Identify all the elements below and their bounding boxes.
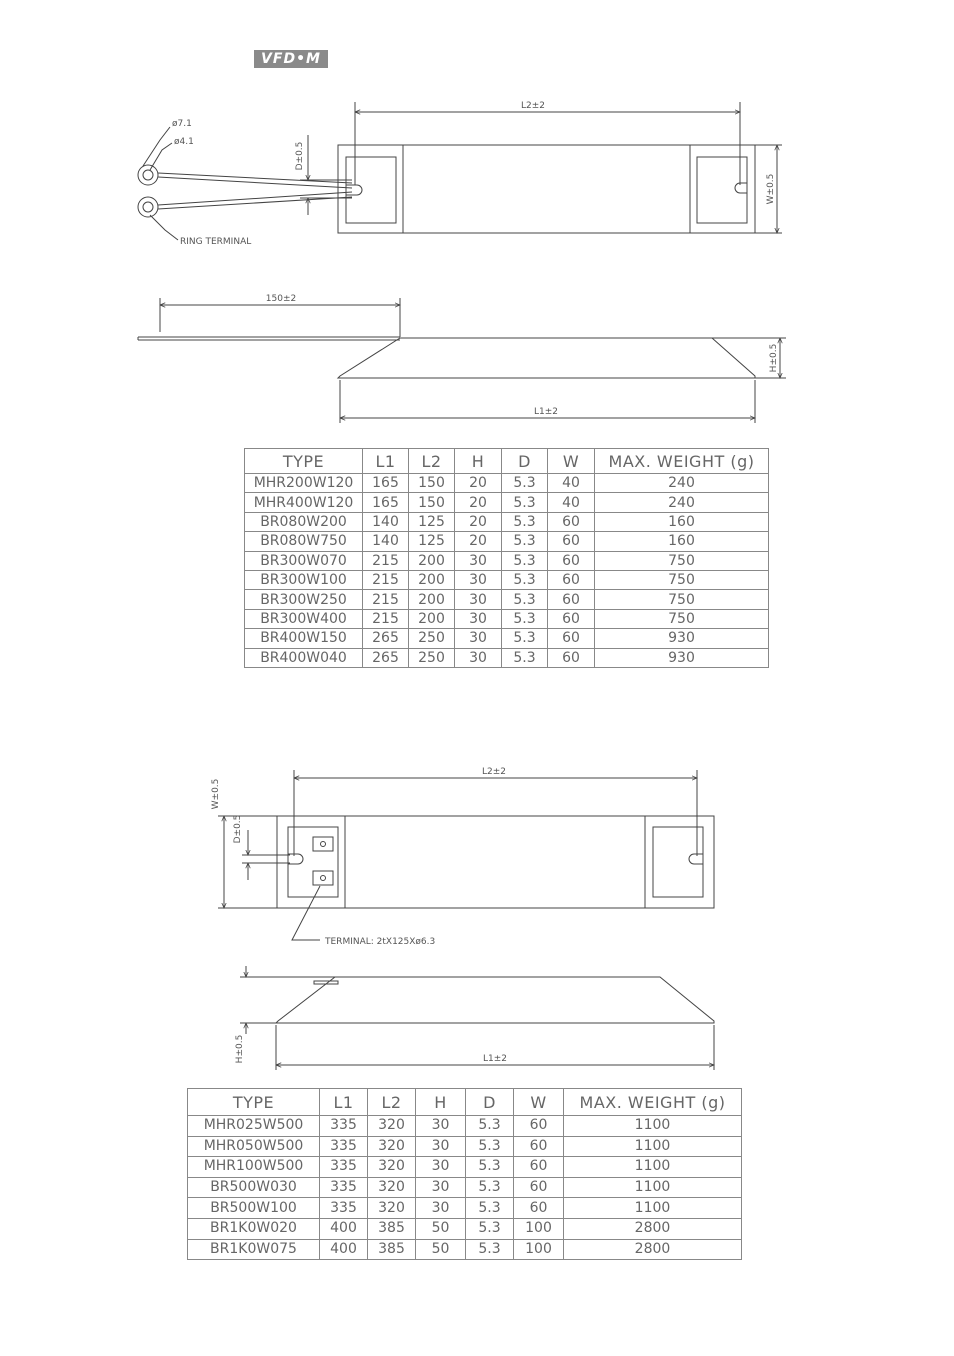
table-row — [245, 551, 769, 570]
table-row — [245, 629, 769, 648]
value-cell: 215 — [363, 570, 409, 589]
type-cell: BR400W040 — [245, 648, 363, 667]
type-cell: BR1K0W020 — [188, 1218, 320, 1239]
value-cell: 5.3 — [466, 1177, 514, 1198]
value-cell: 30 — [416, 1116, 466, 1137]
type-cell: MHR200W120 — [245, 474, 363, 493]
value-cell: 2800 — [564, 1239, 742, 1260]
h-label: H±0.5 — [769, 343, 779, 373]
d-label: D±0.5 — [233, 814, 243, 844]
value-cell: 5.3 — [502, 474, 548, 493]
l2-label: L2±2 — [520, 101, 546, 111]
value-cell: 60 — [548, 648, 595, 667]
resistor-side-profile — [276, 977, 714, 1023]
table-row — [188, 1157, 742, 1178]
type-cell: BR300W400 — [245, 609, 363, 628]
col-w: W — [548, 449, 595, 474]
value-cell: 385 — [368, 1218, 416, 1239]
value-cell: 60 — [514, 1157, 564, 1178]
ring-inner-diameter-label: ø4.1 — [174, 137, 194, 147]
col-l2: L2 — [368, 1089, 416, 1116]
value-cell: 320 — [368, 1177, 416, 1198]
type-cell: BR1K0W075 — [188, 1239, 320, 1260]
value-cell: 30 — [416, 1136, 466, 1157]
table-row — [188, 1177, 742, 1198]
drawing1-top-view — [138, 102, 782, 240]
value-cell: 160 — [595, 532, 769, 551]
value-cell: 60 — [514, 1177, 564, 1198]
value-cell: 60 — [548, 532, 595, 551]
value-cell: 60 — [514, 1116, 564, 1137]
spec-table-2 — [187, 1088, 742, 1260]
value-cell: 125 — [409, 532, 455, 551]
type-cell: BR080W200 — [245, 512, 363, 531]
value-cell: 930 — [595, 648, 769, 667]
col-d: D — [502, 449, 548, 474]
type-cell: BR300W250 — [245, 590, 363, 609]
value-cell: 5.3 — [466, 1157, 514, 1178]
value-cell: 320 — [368, 1136, 416, 1157]
drawing2-top-labels — [211, 767, 506, 947]
value-cell: 5.3 — [502, 609, 548, 628]
value-cell: 160 — [595, 512, 769, 531]
value-cell: 20 — [455, 474, 502, 493]
col-type: TYPE — [245, 449, 363, 474]
value-cell: 20 — [455, 493, 502, 512]
table-row — [188, 1116, 742, 1137]
type-cell: BR300W100 — [245, 570, 363, 589]
value-cell: 1100 — [564, 1198, 742, 1219]
table-row — [245, 493, 769, 512]
spec-table-1-body — [245, 474, 769, 668]
value-cell: 200 — [409, 570, 455, 589]
value-cell: 335 — [320, 1136, 368, 1157]
value-cell: 30 — [455, 590, 502, 609]
type-cell: BR300W070 — [245, 551, 363, 570]
value-cell: 150 — [409, 474, 455, 493]
value-cell: 100 — [514, 1218, 564, 1239]
value-cell: 750 — [595, 570, 769, 589]
value-cell: 50 — [416, 1218, 466, 1239]
value-cell: 60 — [514, 1136, 564, 1157]
table-row — [188, 1239, 742, 1260]
table-row — [245, 474, 769, 493]
spec-table-1-header — [245, 449, 769, 474]
value-cell: 20 — [455, 512, 502, 531]
type-cell: MHR025W500 — [188, 1116, 320, 1137]
w-label: W±0.5 — [766, 173, 776, 205]
value-cell: 100 — [514, 1239, 564, 1260]
value-cell: 215 — [363, 609, 409, 628]
type-cell: BR400W150 — [245, 629, 363, 648]
terminal-tab-icon — [313, 837, 333, 851]
value-cell: 140 — [363, 532, 409, 551]
value-cell: 215 — [363, 590, 409, 609]
value-cell: 335 — [320, 1116, 368, 1137]
value-cell: 5.3 — [502, 590, 548, 609]
value-cell: 320 — [368, 1116, 416, 1137]
value-cell: 40 — [548, 493, 595, 512]
value-cell: 240 — [595, 493, 769, 512]
value-cell: 250 — [409, 648, 455, 667]
value-cell: 200 — [409, 609, 455, 628]
value-cell: 2800 — [564, 1218, 742, 1239]
value-cell: 30 — [455, 570, 502, 589]
l1-label: L1±2 — [533, 407, 559, 417]
d-label: D±0.5 — [295, 141, 305, 171]
ring-outer-diameter-label: ø7.1 — [172, 119, 192, 129]
value-cell: 750 — [595, 551, 769, 570]
value-cell: 1100 — [564, 1157, 742, 1178]
table-row — [245, 590, 769, 609]
drawing1-top-labels — [172, 101, 776, 247]
ring-terminal-icon — [138, 165, 158, 185]
type-cell: BR500W100 — [188, 1198, 320, 1219]
value-cell: 165 — [363, 474, 409, 493]
value-cell: 165 — [363, 493, 409, 512]
value-cell: 400 — [320, 1218, 368, 1239]
value-cell: 5.3 — [502, 551, 548, 570]
value-cell: 335 — [320, 1177, 368, 1198]
value-cell: 200 — [409, 590, 455, 609]
value-cell: 930 — [595, 629, 769, 648]
value-cell: 5.3 — [466, 1198, 514, 1219]
type-cell: MHR050W500 — [188, 1136, 320, 1157]
value-cell: 5.3 — [466, 1116, 514, 1137]
w-label: W±0.5 — [211, 778, 221, 810]
resistor-side-profile — [338, 338, 755, 378]
table-row — [245, 570, 769, 589]
value-cell: 5.3 — [466, 1239, 514, 1260]
drawing1-side-view — [138, 298, 786, 423]
table-row — [188, 1136, 742, 1157]
value-cell: 400 — [320, 1239, 368, 1260]
value-cell: 20 — [455, 532, 502, 551]
value-cell: 200 — [409, 551, 455, 570]
value-cell: 140 — [363, 512, 409, 531]
col-max-weight: MAX. WEIGHT (g) — [595, 449, 769, 474]
value-cell: 5.3 — [502, 570, 548, 589]
table-row — [245, 648, 769, 667]
value-cell: 30 — [416, 1157, 466, 1178]
resistor-body-outline — [277, 816, 714, 908]
resistor-body-outline — [338, 145, 755, 233]
terminal-tab-icon — [313, 871, 333, 885]
value-cell: 30 — [455, 629, 502, 648]
value-cell: 5.3 — [502, 629, 548, 648]
table-row — [245, 609, 769, 628]
value-cell: 30 — [416, 1198, 466, 1219]
h-label: H±0.5 — [235, 1034, 245, 1064]
value-cell: 60 — [548, 590, 595, 609]
col-l1: L1 — [363, 449, 409, 474]
value-cell: 335 — [320, 1157, 368, 1178]
table-row — [188, 1198, 742, 1219]
type-cell: MHR400W120 — [245, 493, 363, 512]
value-cell: 30 — [455, 648, 502, 667]
col-w: W — [514, 1089, 564, 1116]
col-max-weight: MAX. WEIGHT (g) — [564, 1089, 742, 1116]
value-cell: 240 — [595, 474, 769, 493]
value-cell: 50 — [416, 1239, 466, 1260]
spec-table-1 — [244, 448, 769, 668]
value-cell: 40 — [548, 474, 595, 493]
col-h: H — [455, 449, 502, 474]
value-cell: 265 — [363, 648, 409, 667]
value-cell: 150 — [409, 493, 455, 512]
value-cell: 5.3 — [502, 532, 548, 551]
col-l2: L2 — [409, 449, 455, 474]
type-cell: BR500W030 — [188, 1177, 320, 1198]
spec-table-2-body — [188, 1116, 742, 1260]
terminal-label: TERMINAL: 2tX125Xø6.3 — [325, 937, 436, 947]
ring-terminal-label: RING TERMINAL — [180, 237, 252, 247]
value-cell: 60 — [548, 512, 595, 531]
l2-label: L2±2 — [481, 767, 507, 777]
value-cell: 335 — [320, 1198, 368, 1219]
value-cell: 265 — [363, 629, 409, 648]
value-cell: 5.3 — [466, 1136, 514, 1157]
value-cell: 60 — [548, 570, 595, 589]
table-row — [245, 512, 769, 531]
value-cell: 30 — [455, 551, 502, 570]
value-cell: 5.3 — [502, 493, 548, 512]
value-cell: 5.3 — [502, 512, 548, 531]
value-cell: 215 — [363, 551, 409, 570]
value-cell: 5.3 — [466, 1218, 514, 1239]
value-cell: 30 — [455, 609, 502, 628]
type-cell: BR080W750 — [245, 532, 363, 551]
value-cell: 385 — [368, 1239, 416, 1260]
type-cell: MHR100W500 — [188, 1157, 320, 1178]
col-h: H — [416, 1089, 466, 1116]
value-cell: 60 — [548, 629, 595, 648]
value-cell: 320 — [368, 1198, 416, 1219]
value-cell: 250 — [409, 629, 455, 648]
drawing2-top-view — [218, 770, 714, 940]
value-cell: 60 — [548, 609, 595, 628]
table-row — [245, 532, 769, 551]
value-cell: 60 — [514, 1198, 564, 1219]
value-cell: 30 — [416, 1177, 466, 1198]
col-d: D — [466, 1089, 514, 1116]
value-cell: 1100 — [564, 1136, 742, 1157]
value-cell: 320 — [368, 1157, 416, 1178]
value-cell: 1100 — [564, 1116, 742, 1137]
vfd-m-logo: VFD•M — [254, 50, 328, 68]
value-cell: 750 — [595, 609, 769, 628]
ring-terminal-icon — [138, 197, 158, 217]
table-row — [188, 1218, 742, 1239]
l1-label: L1±2 — [482, 1054, 508, 1064]
col-l1: L1 — [320, 1089, 368, 1116]
drawing2-side-view — [240, 966, 714, 1070]
lead-length-label: 150±2 — [265, 294, 297, 304]
drawing1-side-labels — [266, 294, 779, 417]
value-cell: 750 — [595, 590, 769, 609]
col-type: TYPE — [188, 1089, 320, 1116]
value-cell: 5.3 — [502, 648, 548, 667]
spec-table-2-header — [188, 1089, 742, 1116]
value-cell: 1100 — [564, 1177, 742, 1198]
value-cell: 60 — [548, 551, 595, 570]
value-cell: 125 — [409, 512, 455, 531]
